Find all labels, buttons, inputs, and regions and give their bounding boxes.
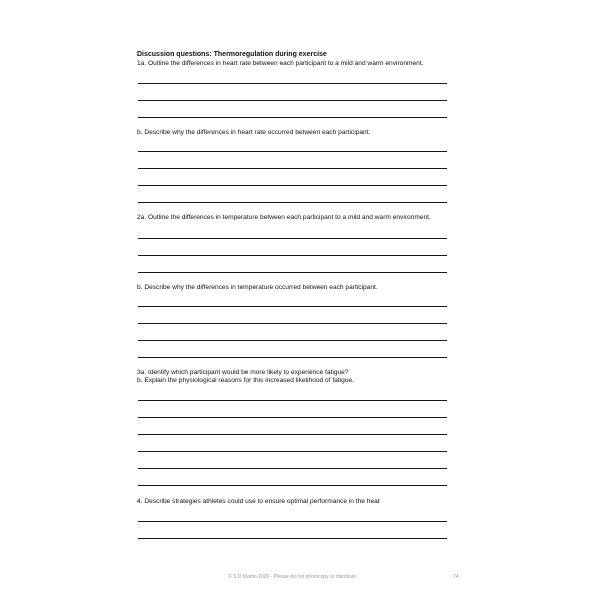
answer-line bbox=[138, 468, 447, 469]
answer-line bbox=[138, 485, 447, 486]
answer-line bbox=[138, 255, 447, 256]
answer-line bbox=[138, 340, 447, 341]
answer-line bbox=[138, 451, 447, 452]
page-title: Discussion questions: Thermoregulation during exercise bbox=[137, 51, 327, 58]
answer-line bbox=[138, 306, 447, 307]
answer-line bbox=[138, 202, 447, 203]
answer-line bbox=[138, 521, 447, 522]
question-3b: b. Explain the physiological reasons for this increased likelihood of fatigue. bbox=[137, 377, 354, 384]
answer-line bbox=[138, 168, 447, 169]
answer-line bbox=[138, 83, 447, 84]
question-1b: b. Describe why the differences in heart rate occurred between each participant. bbox=[137, 129, 371, 136]
answer-line bbox=[138, 417, 447, 418]
answer-line bbox=[138, 151, 447, 152]
question-4: 4. Describe strategies athletes could use to ensure optimal performance in the heat bbox=[137, 498, 380, 505]
answer-line bbox=[138, 185, 447, 186]
answer-line bbox=[138, 323, 447, 324]
answer-line bbox=[138, 357, 447, 358]
question-2b: b. Describe why the differences in temperature occurred between each participant. bbox=[137, 284, 378, 291]
footer-copyright: © S D Martin 2026 - Please do not photocopy or distribute bbox=[228, 574, 357, 580]
answer-line bbox=[138, 434, 447, 435]
question-3a: 3a. Identify which participant would be more likely to experience fatigue? bbox=[137, 369, 349, 376]
question-1a: 1a. Outline the differences in heart rate between each participant to a mild and warm environment. bbox=[137, 60, 424, 67]
page-number: 74 bbox=[453, 574, 459, 580]
answer-line bbox=[138, 538, 447, 539]
answer-line bbox=[138, 400, 447, 401]
answer-line bbox=[138, 272, 447, 273]
answer-line bbox=[138, 117, 447, 118]
answer-line bbox=[138, 100, 447, 101]
question-2a: 2a. Outline the differences in temperature between each participant to a mild and warm environment. bbox=[137, 214, 431, 221]
answer-line bbox=[138, 238, 447, 239]
